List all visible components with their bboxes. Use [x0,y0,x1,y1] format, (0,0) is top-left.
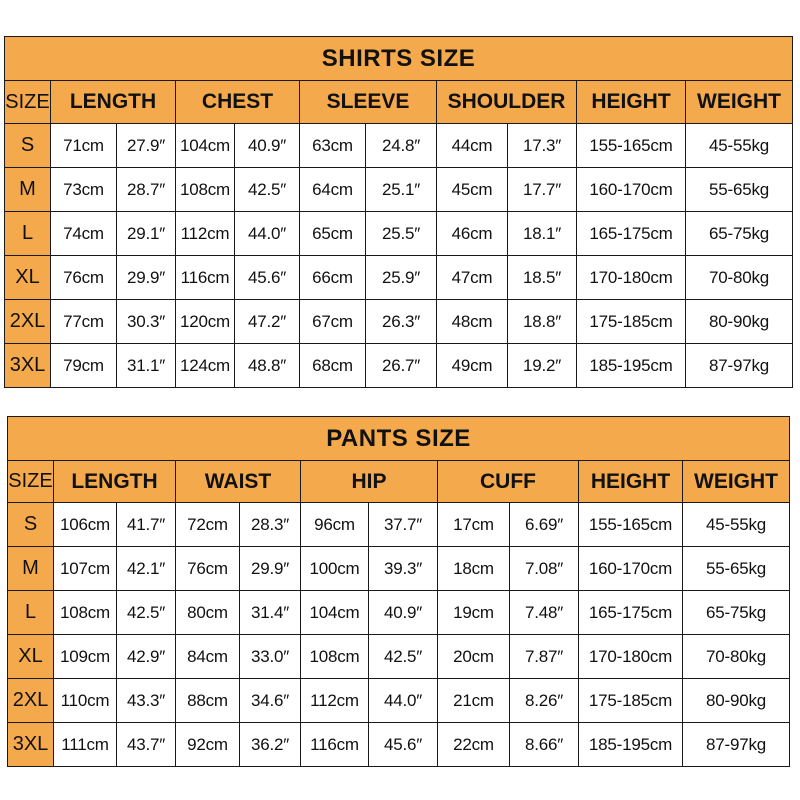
pants-value-cell: 92cm [176,723,240,767]
pants-value-cell: 31.4″ [240,591,301,635]
shirts-header-sleeve: SLEEVE [300,81,437,124]
shirts-value-cell: 64cm [300,168,366,212]
shirts-value-cell: 79cm [51,344,117,388]
pants-value-cell: 80cm [176,591,240,635]
shirts-value-cell: 112cm [176,212,235,256]
shirts-value-cell: 29.9″ [117,256,176,300]
shirts-value-cell: 45cm [437,168,508,212]
pants-value-cell: 88cm [176,679,240,723]
pants-title: PANTS SIZE [8,417,790,461]
pants-value-cell: 44.0″ [369,679,438,723]
shirts-size-table [4,36,793,388]
pants-value-cell: 19cm [438,591,510,635]
pants-row [8,723,790,767]
pants-value-cell: 20cm [438,635,510,679]
pants-value-cell: 108cm [301,635,369,679]
shirts-value-cell: 47.2″ [235,300,300,344]
pants-value-cell: 106cm [54,503,117,547]
shirts-value-cell: 26.3″ [366,300,437,344]
pants-value-cell: 43.3″ [117,679,176,723]
pants-size-label: M [8,547,54,591]
pants-value-cell: 109cm [54,635,117,679]
pants-value-cell: 170-180cm [579,635,683,679]
shirts-title: SHIRTS SIZE [5,37,793,81]
shirts-value-cell: 160-170cm [577,168,686,212]
shirts-value-cell: 27.9″ [117,124,176,168]
pants-value-cell: 42.9″ [117,635,176,679]
pants-value-cell: 80-90kg [683,679,790,723]
shirts-value-cell: 108cm [176,168,235,212]
shirts-value-cell: 44.0″ [235,212,300,256]
pants-value-cell: 107cm [54,547,117,591]
pants-value-cell: 104cm [301,591,369,635]
shirts-size-label: 3XL [5,344,51,388]
shirts-value-cell: 42.5″ [235,168,300,212]
pants-value-cell: 76cm [176,547,240,591]
shirts-value-cell: 49cm [437,344,508,388]
shirts-value-cell: 26.7″ [366,344,437,388]
shirts-header-weight: WEIGHT [686,81,793,124]
pants-size-label: XL [8,635,54,679]
shirts-value-cell: 116cm [176,256,235,300]
shirts-header-chest: CHEST [176,81,300,124]
shirts-value-cell: 155-165cm [577,124,686,168]
pants-value-cell: 18cm [438,547,510,591]
pants-value-cell: 155-165cm [579,503,683,547]
pants-header-height: HEIGHT [579,461,683,503]
shirts-header-height: HEIGHT [577,81,686,124]
pants-value-cell: 34.6″ [240,679,301,723]
pants-value-cell: 40.9″ [369,591,438,635]
shirts-value-cell: 46cm [437,212,508,256]
shirts-size-label: 2XL [5,300,51,344]
shirts-value-cell: 28.7″ [117,168,176,212]
shirts-value-cell: 19.2″ [508,344,577,388]
pants-value-cell: 8.66″ [510,723,579,767]
shirts-value-cell: 175-185cm [577,300,686,344]
pants-value-cell: 160-170cm [579,547,683,591]
pants-value-cell: 22cm [438,723,510,767]
pants-value-cell: 100cm [301,547,369,591]
shirts-row [5,168,793,212]
shirts-value-cell: 45.6″ [235,256,300,300]
pants-header-weight: WEIGHT [683,461,790,503]
shirts-value-cell: 48cm [437,300,508,344]
shirts-value-cell: 104cm [176,124,235,168]
shirts-size-label: S [5,124,51,168]
shirts-value-cell: 30.3″ [117,300,176,344]
pants-value-cell: 45-55kg [683,503,790,547]
shirts-size-label: XL [5,256,51,300]
pants-size-label: 2XL [8,679,54,723]
pants-value-cell: 29.9″ [240,547,301,591]
pants-value-cell: 65-75kg [683,591,790,635]
pants-row [8,679,790,723]
shirts-value-cell: 65cm [300,212,366,256]
pants-value-cell: 33.0″ [240,635,301,679]
pants-size-label: L [8,591,54,635]
shirts-row [5,256,793,300]
pants-header-waist: WAIST [176,461,301,503]
pants-value-cell: 6.69″ [510,503,579,547]
shirts-value-cell: 31.1″ [117,344,176,388]
pants-header-length: LENGTH [54,461,176,503]
shirts-value-cell: 40.9″ [235,124,300,168]
shirts-value-cell: 165-175cm [577,212,686,256]
shirts-value-cell: 76cm [51,256,117,300]
shirts-row [5,124,793,168]
shirts-value-cell: 65-75kg [686,212,793,256]
pants-value-cell: 39.3″ [369,547,438,591]
shirts-value-cell: 44cm [437,124,508,168]
shirts-value-cell: 71cm [51,124,117,168]
pants-row [8,503,790,547]
pants-value-cell: 43.7″ [117,723,176,767]
pants-header-hip: HIP [301,461,438,503]
pants-value-cell: 96cm [301,503,369,547]
pants-value-cell: 116cm [301,723,369,767]
shirts-value-cell: 68cm [300,344,366,388]
shirts-value-cell: 74cm [51,212,117,256]
shirts-row [5,344,793,388]
pants-size-label: S [8,503,54,547]
shirts-value-cell: 48.8″ [235,344,300,388]
pants-value-cell: 37.7″ [369,503,438,547]
pants-value-cell: 108cm [54,591,117,635]
pants-value-cell: 110cm [54,679,117,723]
pants-value-cell: 7.48″ [510,591,579,635]
shirts-size-label: L [5,212,51,256]
pants-value-cell: 7.87″ [510,635,579,679]
shirts-value-cell: 25.5″ [366,212,437,256]
pants-value-cell: 42.1″ [117,547,176,591]
shirts-value-cell: 170-180cm [577,256,686,300]
pants-value-cell: 7.08″ [510,547,579,591]
pants-row [8,635,790,679]
shirts-value-cell: 80-90kg [686,300,793,344]
shirts-row [5,300,793,344]
pants-row [8,591,790,635]
pants-header-cuff: CUFF [438,461,579,503]
shirts-value-cell: 17.3″ [508,124,577,168]
pants-value-cell: 8.26″ [510,679,579,723]
pants-value-cell: 17cm [438,503,510,547]
shirts-value-cell: 24.8″ [366,124,437,168]
shirts-value-cell: 47cm [437,256,508,300]
pants-value-cell: 72cm [176,503,240,547]
shirts-value-cell: 18.1″ [508,212,577,256]
shirts-row [5,212,793,256]
shirts-value-cell: 87-97kg [686,344,793,388]
pants-value-cell: 70-80kg [683,635,790,679]
shirts-value-cell: 124cm [176,344,235,388]
pants-value-cell: 185-195cm [579,723,683,767]
shirts-value-cell: 66cm [300,256,366,300]
shirts-value-cell: 63cm [300,124,366,168]
pants-value-cell: 87-97kg [683,723,790,767]
shirts-value-cell: 70-80kg [686,256,793,300]
pants-value-cell: 28.3″ [240,503,301,547]
pants-value-cell: 112cm [301,679,369,723]
shirts-value-cell: 67cm [300,300,366,344]
pants-value-cell: 42.5″ [117,591,176,635]
shirts-value-cell: 77cm [51,300,117,344]
shirts-value-cell: 185-195cm [577,344,686,388]
shirts-value-cell: 17.7″ [508,168,577,212]
pants-row [8,547,790,591]
shirts-header-length: LENGTH [51,81,176,124]
shirts-value-cell: 73cm [51,168,117,212]
shirts-value-cell: 18.8″ [508,300,577,344]
pants-size-table [7,416,790,767]
pants-value-cell: 175-185cm [579,679,683,723]
pants-value-cell: 111cm [54,723,117,767]
pants-value-cell: 41.7″ [117,503,176,547]
pants-value-cell: 55-65kg [683,547,790,591]
shirts-value-cell: 55-65kg [686,168,793,212]
pants-value-cell: 42.5″ [369,635,438,679]
shirts-value-cell: 45-55kg [686,124,793,168]
shirts-header-size: SIZE [5,81,51,124]
shirts-value-cell: 25.9″ [366,256,437,300]
pants-value-cell: 165-175cm [579,591,683,635]
pants-value-cell: 45.6″ [369,723,438,767]
shirts-value-cell: 29.1″ [117,212,176,256]
shirts-value-cell: 18.5″ [508,256,577,300]
shirts-value-cell: 25.1″ [366,168,437,212]
pants-value-cell: 21cm [438,679,510,723]
shirts-size-label: M [5,168,51,212]
pants-value-cell: 36.2″ [240,723,301,767]
shirts-value-cell: 120cm [176,300,235,344]
pants-size-label: 3XL [8,723,54,767]
pants-header-size: SIZE [8,461,54,503]
pants-value-cell: 84cm [176,635,240,679]
shirts-header-shoulder: SHOULDER [437,81,577,124]
